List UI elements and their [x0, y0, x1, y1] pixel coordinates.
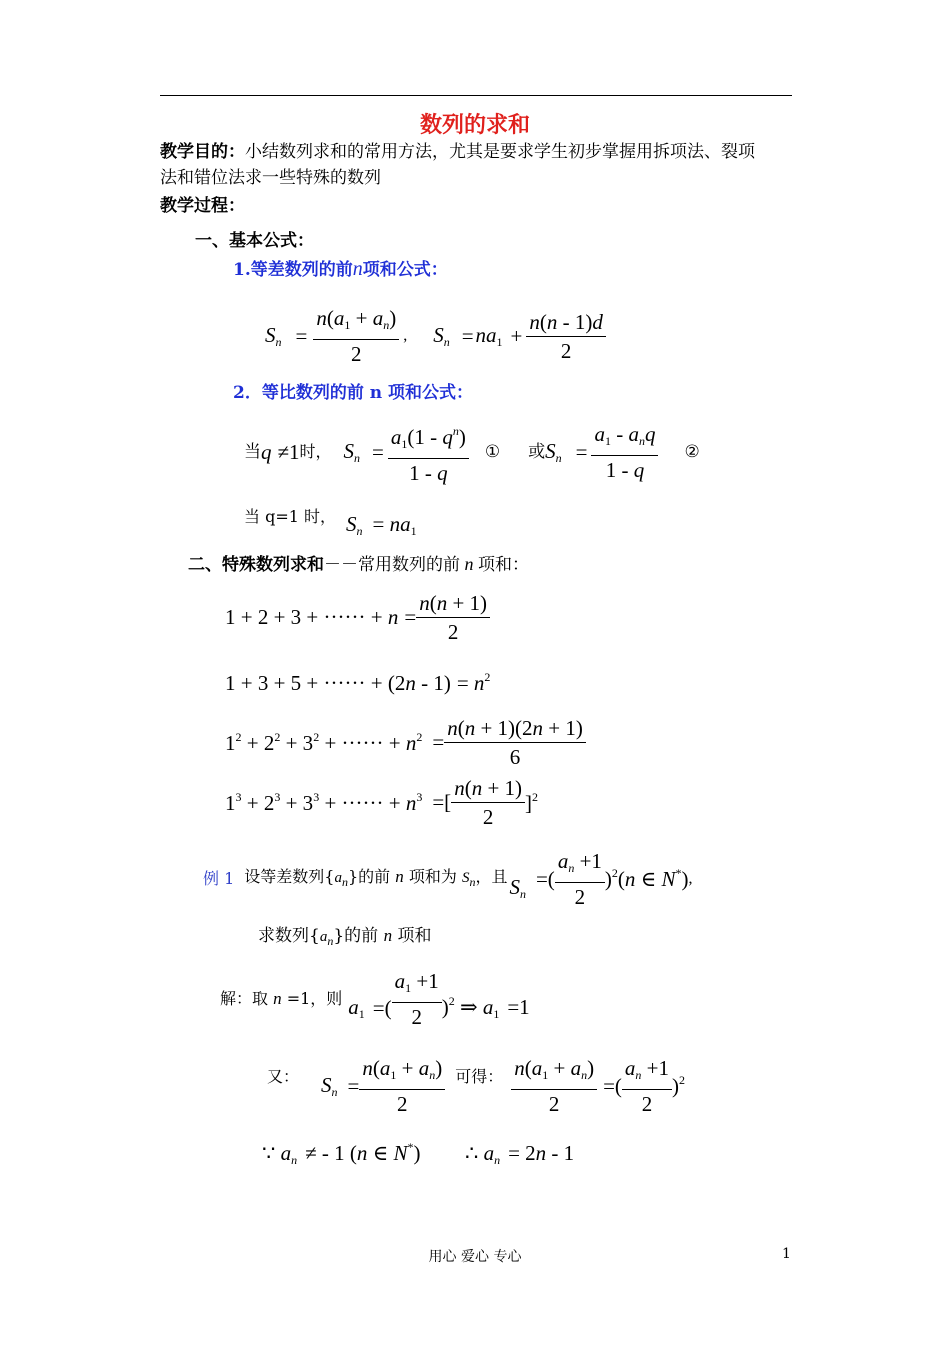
- geometric-sum-formula: 当 q ≠1 时， Sn = $\frac{a_1(1 - q^n)}{1 - q}$ ① 或 Sn = $\frac{a_1 - anq}{1 - q}$ ②: [244, 418, 700, 486]
- example1-text2: }的前: [347, 866, 391, 886]
- item1-tail: 项和公式：: [362, 260, 448, 280]
- question-b: }的前: [333, 926, 379, 946]
- when-tail: 时，: [299, 442, 332, 461]
- page-title: 数列的求和: [419, 112, 530, 138]
- header-rule: [160, 95, 792, 96]
- when-label: 当: [244, 442, 261, 462]
- solution-b: =1，则: [286, 989, 343, 1008]
- example1-statement: 例 1 设等差数列$\{a_n\}$的前 n 项和为 $S_n$，且 Sn =( $\frac{an +1}{2}$ )$^2$(n ∈ N*) ,: [203, 849, 693, 909]
- section1-item2: 2．等比数列的前 n 项和公式：: [233, 383, 474, 403]
- sum-natural-numbers: 1 + 2 + 3 + ······ + n = $\frac{n(n + 1)}{2}$: [225, 590, 490, 645]
- goal-label: 教学目的：: [160, 142, 245, 162]
- formula-mark-2: ②: [684, 442, 700, 462]
- goal-text-2: 法和错位法求一些特殊的数列: [160, 168, 381, 188]
- or-label: 或: [528, 442, 546, 462]
- goal-text-1: 小结数列求和的常用方法，尤其是要求学生初步掌握用拆项法、裂项: [245, 142, 755, 162]
- example1-solution-step2: 又： Sn = $\frac{n(a_1 + an)}{2}$ 可得： $\frac{n(a_1 + an)}{2}$ =( $\frac{an +1}{2}$ )$^2$: [267, 1056, 685, 1116]
- example1-text3: 项和为: [408, 866, 457, 886]
- process-label: 教学过程：: [160, 196, 245, 216]
- when-q1-label: 当 q=1 时，: [244, 506, 337, 526]
- page-number: 1: [782, 1246, 791, 1262]
- example1-text4: ，且: [475, 866, 508, 886]
- example1-text1: 设等差数列{: [244, 866, 335, 886]
- section2-heading-bold: 二、特殊数列求和: [188, 555, 324, 575]
- formula-mark-1: ①: [484, 442, 501, 462]
- example1-question: 求数列$\{a_n\}$的前 n 项和: [258, 926, 432, 948]
- footer-slogan: 用心 爱心 专心: [428, 1249, 522, 1265]
- question-a: 求数列{: [258, 926, 320, 946]
- section1-item1: 1.等差数列的前n项和公式：: [233, 258, 448, 280]
- obtain-label: 可得：: [455, 1067, 504, 1086]
- solution-a: 解：取: [220, 989, 269, 1008]
- arithmetic-sum-formula: Sn = $\frac{n(a_1 + an)}{2}$ , Sn = $na_1$ + $\frac{n(n - 1)d}{2}$: [265, 305, 606, 367]
- section1-heading: 一、基本公式：: [195, 231, 314, 251]
- geometric-q1-formula: 当 q=1 时， $Sn = na_1$: [244, 506, 417, 538]
- section2-heading-tail2: 项和：: [478, 555, 529, 575]
- also-label: 又：: [267, 1067, 300, 1086]
- section2-heading-tail: －－常用数列的前: [324, 555, 460, 575]
- question-c: 项和: [397, 926, 432, 946]
- sum-of-squares: $1^2 + 2^2 + 3^2$ + ······ + $n^2$ = $\frac{n(n + 1)(2n + 1)}{6}$: [225, 715, 586, 770]
- section2-heading: 二、特殊数列求和－－常用数列的前 n 项和：: [188, 554, 529, 575]
- sum-odd-numbers: 1 + 3 + 5 + ······ + $(2n - 1) = n^2$: [225, 670, 491, 695]
- example1-solution-step1: 解：取 n =1，则 $a_1$ =( $\frac{a_1 +1}{2}$ )$^2$ ⇒ $a_1 =1$: [220, 969, 530, 1029]
- example1-label: 例 1: [203, 869, 235, 888]
- item1-text: 1.等差数列的前: [233, 260, 353, 280]
- sum-of-cubes: $1^3 + 2^3 + 3^3$ + ······ + $n^3$ =[ $\frac{n(n + 1)}{2}$ ]$^2$: [225, 776, 539, 829]
- example1-conclusion: ∵ an ≠ - 1 (n ∈ N*) ∴ an = 2n - 1: [262, 1140, 575, 1167]
- goal-line-1: [160, 140, 755, 164]
